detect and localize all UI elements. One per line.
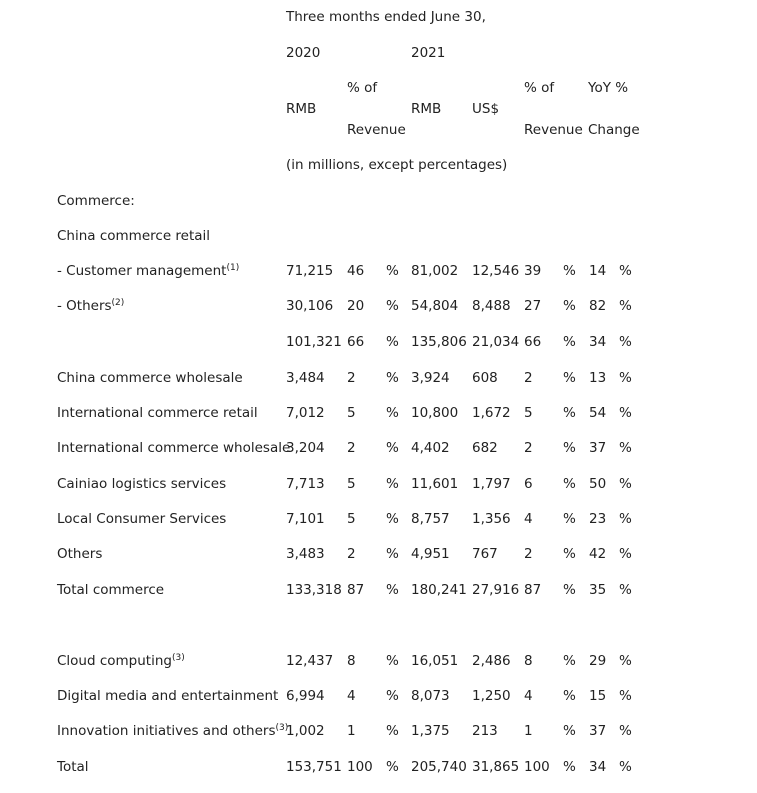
yoy-sign: % <box>619 298 632 314</box>
yoy-sign: % <box>619 723 632 739</box>
usd-2021-cell: 1,356 <box>472 511 511 527</box>
yoy-cell: 34 <box>589 759 607 775</box>
yoy-sign: % <box>619 688 632 704</box>
pct-2021-cell: 2 <box>524 370 533 386</box>
row-label-text: Cainiao logistics services <box>57 476 227 492</box>
rmb-2020-cell: 153,751 <box>286 759 342 775</box>
rmb-2020-cell: 12,437 <box>286 653 334 669</box>
row-label <box>57 723 288 739</box>
pct-sign-2021: % <box>563 688 576 704</box>
year-2020-header: 2020 <box>286 45 321 61</box>
row-label <box>57 546 102 562</box>
pct-sign-2021: % <box>563 405 576 421</box>
pct-2020-cell: 4 <box>347 688 356 704</box>
pct-of-2020-line1: % of <box>347 80 378 96</box>
yoy-sign: % <box>619 546 632 562</box>
pct-sign-2021: % <box>563 370 576 386</box>
row-label <box>57 298 124 314</box>
yoy-cell: 14 <box>589 263 607 279</box>
pct-of-2021-line2: Revenue <box>524 122 583 138</box>
pct-sign-2021: % <box>563 511 576 527</box>
row-label <box>57 440 290 456</box>
pct-of-2021-line1: % of <box>524 80 555 96</box>
row-label <box>57 688 278 704</box>
pct-sign-2020: % <box>386 546 399 562</box>
pct-2021-cell: 87 <box>524 582 542 598</box>
rmb-2020-cell: 3,483 <box>286 546 325 562</box>
pct-2021-cell: 4 <box>524 688 533 704</box>
rmb-2020-cell: 3,204 <box>286 440 325 456</box>
usd-2021-cell: 682 <box>472 440 498 456</box>
usd-2021-cell: 12,546 <box>472 263 520 279</box>
yoy-sign: % <box>619 653 632 669</box>
yoy-cell: 37 <box>589 440 607 456</box>
usd-2021-cell: 1,672 <box>472 405 511 421</box>
yoy-sign: % <box>619 476 632 492</box>
section-china-retail: China commerce retail <box>57 228 211 244</box>
usd-2021-cell: 21,034 <box>472 334 520 350</box>
row-label-text: China commerce wholesale <box>57 370 243 386</box>
pct-2021-cell: 1 <box>524 723 533 739</box>
footnote-marker: (1) <box>226 263 240 273</box>
pct-2021-cell: 27 <box>524 298 542 314</box>
row-label-text: - Customer management <box>57 263 227 279</box>
yoy-cell: 29 <box>589 653 607 669</box>
pct-sign-2020: % <box>386 511 399 527</box>
rmb-2020-cell: 3,484 <box>286 370 325 386</box>
rmb-2021-cell: 54,804 <box>411 298 459 314</box>
rmb-2020-cell: 7,713 <box>286 476 325 492</box>
row-label-text: Innovation initiatives and others <box>57 723 276 739</box>
row-label-text: International commerce wholesale <box>57 440 291 456</box>
usd-2021-cell: 1,797 <box>472 476 511 492</box>
rmb-2021-cell: 10,800 <box>411 405 459 421</box>
pct-2020-cell: 87 <box>347 582 365 598</box>
row-label-text: Digital media and entertainment <box>57 688 279 704</box>
pct-2021-cell: 8 <box>524 653 533 669</box>
pct-2021-cell: 100 <box>524 759 550 775</box>
pct-2021-cell: 6 <box>524 476 533 492</box>
pct-2020-cell: 46 <box>347 263 365 279</box>
row-label-text: - Others <box>57 298 112 314</box>
rmb-2020-cell: 7,101 <box>286 511 325 527</box>
yoy-header-line1: YoY % <box>588 80 629 96</box>
footnote-marker: (3) <box>171 653 185 663</box>
pct-sign-2021: % <box>563 440 576 456</box>
rmb-2020-header: RMB <box>286 101 317 117</box>
rmb-2020-cell: 1,002 <box>286 723 325 739</box>
pct-2021-cell: 2 <box>524 546 533 562</box>
units-note: (in millions, except percentages) <box>286 157 508 173</box>
row-label <box>57 511 226 527</box>
pct-2021-cell: 2 <box>524 440 533 456</box>
yoy-sign: % <box>619 263 632 279</box>
rmb-2021-cell: 205,740 <box>411 759 467 775</box>
usd-2021-cell: 27,916 <box>472 582 520 598</box>
pct-sign-2021: % <box>563 334 576 350</box>
rmb-2021-cell: 135,806 <box>411 334 467 350</box>
year-2021-header: 2021 <box>411 45 446 61</box>
pct-2020-cell: 100 <box>347 759 373 775</box>
pct-sign-2021: % <box>563 298 576 314</box>
pct-sign-2020: % <box>386 653 399 669</box>
yoy-header-line2: Change <box>588 122 640 138</box>
rmb-2020-cell: 101,321 <box>286 334 342 350</box>
rmb-2021-cell: 1,375 <box>411 723 450 739</box>
pct-sign-2020: % <box>386 723 399 739</box>
footnote-marker: (3) <box>275 723 289 733</box>
pct-2020-cell: 8 <box>347 653 356 669</box>
pct-2021-cell: 5 <box>524 405 533 421</box>
yoy-cell: 82 <box>589 298 607 314</box>
row-label-text: Others <box>57 546 103 562</box>
usd-2021-cell: 31,865 <box>472 759 520 775</box>
pct-sign-2021: % <box>563 759 576 775</box>
pct-sign-2020: % <box>386 759 399 775</box>
pct-2020-cell: 5 <box>347 511 356 527</box>
yoy-cell: 23 <box>589 511 607 527</box>
rmb-2021-cell: 180,241 <box>411 582 467 598</box>
yoy-sign: % <box>619 511 632 527</box>
pct-sign-2021: % <box>563 723 576 739</box>
yoy-cell: 34 <box>589 334 607 350</box>
pct-sign-2020: % <box>386 263 399 279</box>
period-header: Three months ended June 30, <box>286 9 486 25</box>
row-label <box>57 653 185 669</box>
rmb-2020-cell: 30,106 <box>286 298 334 314</box>
pct-2020-cell: 2 <box>347 440 356 456</box>
usd-2021-cell: 608 <box>472 370 498 386</box>
yoy-cell: 42 <box>589 546 607 562</box>
rmb-2021-cell: 3,924 <box>411 370 450 386</box>
row-label <box>57 263 239 279</box>
row-label-text: Total <box>57 759 89 775</box>
rmb-2021-cell: 11,601 <box>411 476 459 492</box>
usd-2021-cell: 8,488 <box>472 298 511 314</box>
rmb-2021-header: RMB <box>411 101 442 117</box>
yoy-sign: % <box>619 334 632 350</box>
pct-sign-2021: % <box>563 582 576 598</box>
rmb-2020-cell: 6,994 <box>286 688 325 704</box>
yoy-cell: 13 <box>589 370 607 386</box>
yoy-sign: % <box>619 440 632 456</box>
pct-2020-cell: 5 <box>347 476 356 492</box>
rmb-2021-cell: 16,051 <box>411 653 459 669</box>
row-label <box>57 759 89 775</box>
pct-sign-2021: % <box>563 546 576 562</box>
rmb-2021-cell: 4,951 <box>411 546 450 562</box>
yoy-cell: 54 <box>589 405 607 421</box>
pct-sign-2020: % <box>386 476 399 492</box>
pct-2020-cell: 2 <box>347 370 356 386</box>
pct-sign-2021: % <box>563 263 576 279</box>
row-label <box>57 476 226 492</box>
rmb-2020-cell: 133,318 <box>286 582 342 598</box>
pct-sign-2020: % <box>386 688 399 704</box>
yoy-cell: 37 <box>589 723 607 739</box>
rmb-2021-cell: 81,002 <box>411 263 459 279</box>
usd-2021-cell: 1,250 <box>472 688 511 704</box>
pct-2020-cell: 1 <box>347 723 356 739</box>
rmb-2021-cell: 4,402 <box>411 440 450 456</box>
rmb-2021-cell: 8,073 <box>411 688 450 704</box>
row-label-text: Cloud computing <box>57 653 172 669</box>
yoy-sign: % <box>619 759 632 775</box>
usd-2021-header: US$ <box>472 101 500 117</box>
yoy-sign: % <box>619 370 632 386</box>
row-label <box>57 405 258 421</box>
rmb-2020-cell: 71,215 <box>286 263 334 279</box>
pct-2021-cell: 66 <box>524 334 542 350</box>
row-label <box>57 370 243 386</box>
pct-2020-cell: 2 <box>347 546 356 562</box>
yoy-cell: 15 <box>589 688 607 704</box>
usd-2021-cell: 2,486 <box>472 653 511 669</box>
pct-sign-2021: % <box>563 476 576 492</box>
footnote-marker: (2) <box>111 298 125 308</box>
pct-sign-2020: % <box>386 370 399 386</box>
row-label-text: International commerce retail <box>57 405 258 421</box>
rmb-2020-cell: 7,012 <box>286 405 325 421</box>
row-label-text: Local Consumer Services <box>57 511 227 527</box>
pct-2020-cell: 66 <box>347 334 365 350</box>
yoy-cell: 35 <box>589 582 607 598</box>
pct-sign-2020: % <box>386 405 399 421</box>
pct-2020-cell: 5 <box>347 405 356 421</box>
row-label <box>57 582 164 598</box>
pct-sign-2020: % <box>386 334 399 350</box>
usd-2021-cell: 213 <box>472 723 498 739</box>
section-commerce: Commerce: <box>57 193 135 209</box>
pct-sign-2021: % <box>563 653 576 669</box>
pct-2021-cell: 39 <box>524 263 542 279</box>
yoy-sign: % <box>619 582 632 598</box>
row-label-text: Total commerce <box>57 582 165 598</box>
pct-2020-cell: 20 <box>347 298 365 314</box>
usd-2021-cell: 767 <box>472 546 498 562</box>
yoy-cell: 50 <box>589 476 607 492</box>
pct-sign-2020: % <box>386 440 399 456</box>
pct-sign-2020: % <box>386 582 399 598</box>
pct-of-2020-line2: Revenue <box>347 122 406 138</box>
rmb-2021-cell: 8,757 <box>411 511 450 527</box>
pct-2021-cell: 4 <box>524 511 533 527</box>
pct-sign-2020: % <box>386 298 399 314</box>
yoy-sign: % <box>619 405 632 421</box>
